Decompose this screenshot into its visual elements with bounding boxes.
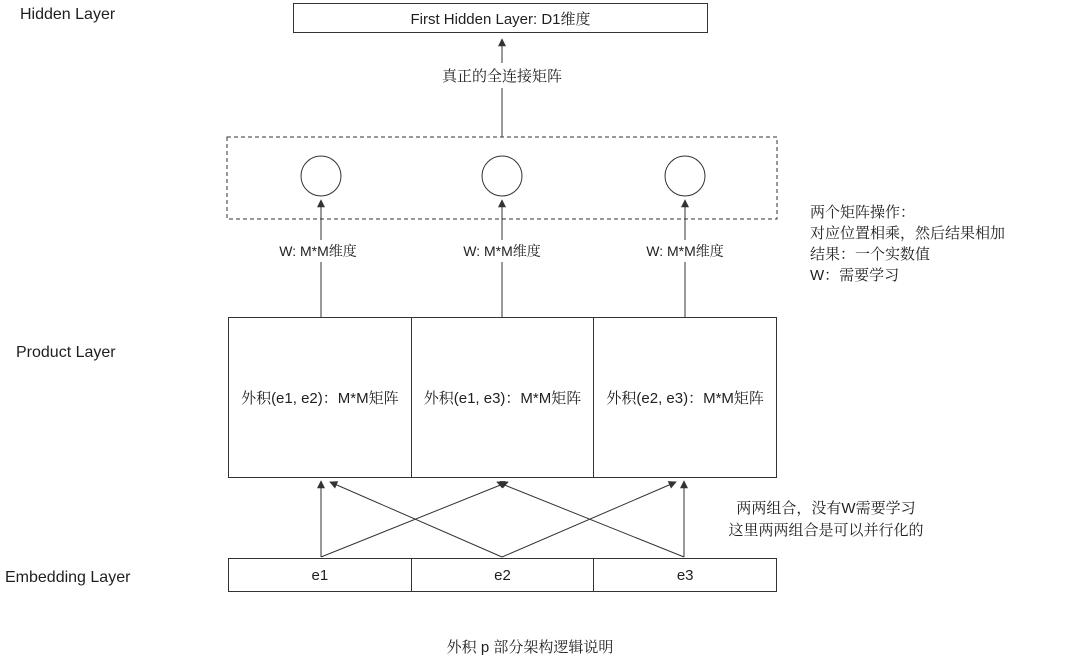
embedding-cell-e2 (411, 558, 595, 592)
arrow-e2-to-product3 (502, 482, 676, 557)
hidden-node-1 (301, 156, 341, 196)
weight-label-3: W: M*M维度 (641, 240, 729, 262)
arrow-e2-to-product1 (330, 482, 502, 557)
embedding-cell-e1-label: e1 (311, 566, 329, 584)
hidden-node-2 (482, 156, 522, 196)
matrix-op-line-4: W：需要学习 (810, 267, 900, 284)
product-layer-label: Product Layer (16, 344, 116, 361)
matrix-op-annotation (810, 202, 1005, 286)
embedding-cell-e3-label: e3 (676, 566, 694, 584)
embedding-layer-row (228, 558, 777, 592)
embedding-cell-e1 (228, 558, 412, 592)
first-hidden-layer-text: First Hidden Layer: D1维度 (410, 10, 591, 28)
embedding-cell-e2-label: e2 (494, 566, 511, 584)
weight-label-1: W: M*M维度 (274, 240, 362, 262)
first-hidden-layer-box (293, 3, 708, 33)
pairwise-line-1: 两两组合，没有W需要学习 (736, 500, 916, 517)
product-box-e2e3 (593, 317, 777, 478)
product-layer-row (228, 317, 777, 478)
product-box-e1e3 (411, 317, 595, 478)
product-box-e1e2-label: 外积(e1, e2)：M*M矩阵 (241, 390, 399, 407)
hidden-layer-label: Hidden Layer (20, 6, 116, 23)
matrix-op-line-1: 两个矩阵操作： (810, 204, 916, 221)
diagram-caption: 外积 p 部分架构逻辑说明 (446, 639, 614, 656)
product-box-e2e3-label: 外积(e2, e3)：M*M矩阵 (606, 390, 764, 407)
fully-connected-label: 真正的全连接矩阵 (434, 63, 570, 88)
embedding-layer-label: Embedding Layer (5, 569, 131, 586)
product-box-e1e2 (228, 317, 412, 478)
matrix-op-line-3: 结果：一个实数值 (810, 246, 931, 263)
arrow-e3-to-product2 (497, 482, 684, 557)
weight-label-2: W: M*M维度 (458, 240, 546, 262)
hidden-node-3 (665, 156, 705, 196)
pairwise-annotation (728, 498, 924, 542)
arrow-e1-to-product2 (321, 482, 508, 557)
embedding-cell-e3 (593, 558, 777, 592)
product-box-e1e3-label: 外积(e1, e3)：M*M矩阵 (423, 390, 582, 407)
matrix-op-line-2: 对应位置相乘，然后结果相加 (810, 225, 1006, 242)
pairwise-line-2: 这里两两组合是可以并行化的 (728, 522, 924, 539)
